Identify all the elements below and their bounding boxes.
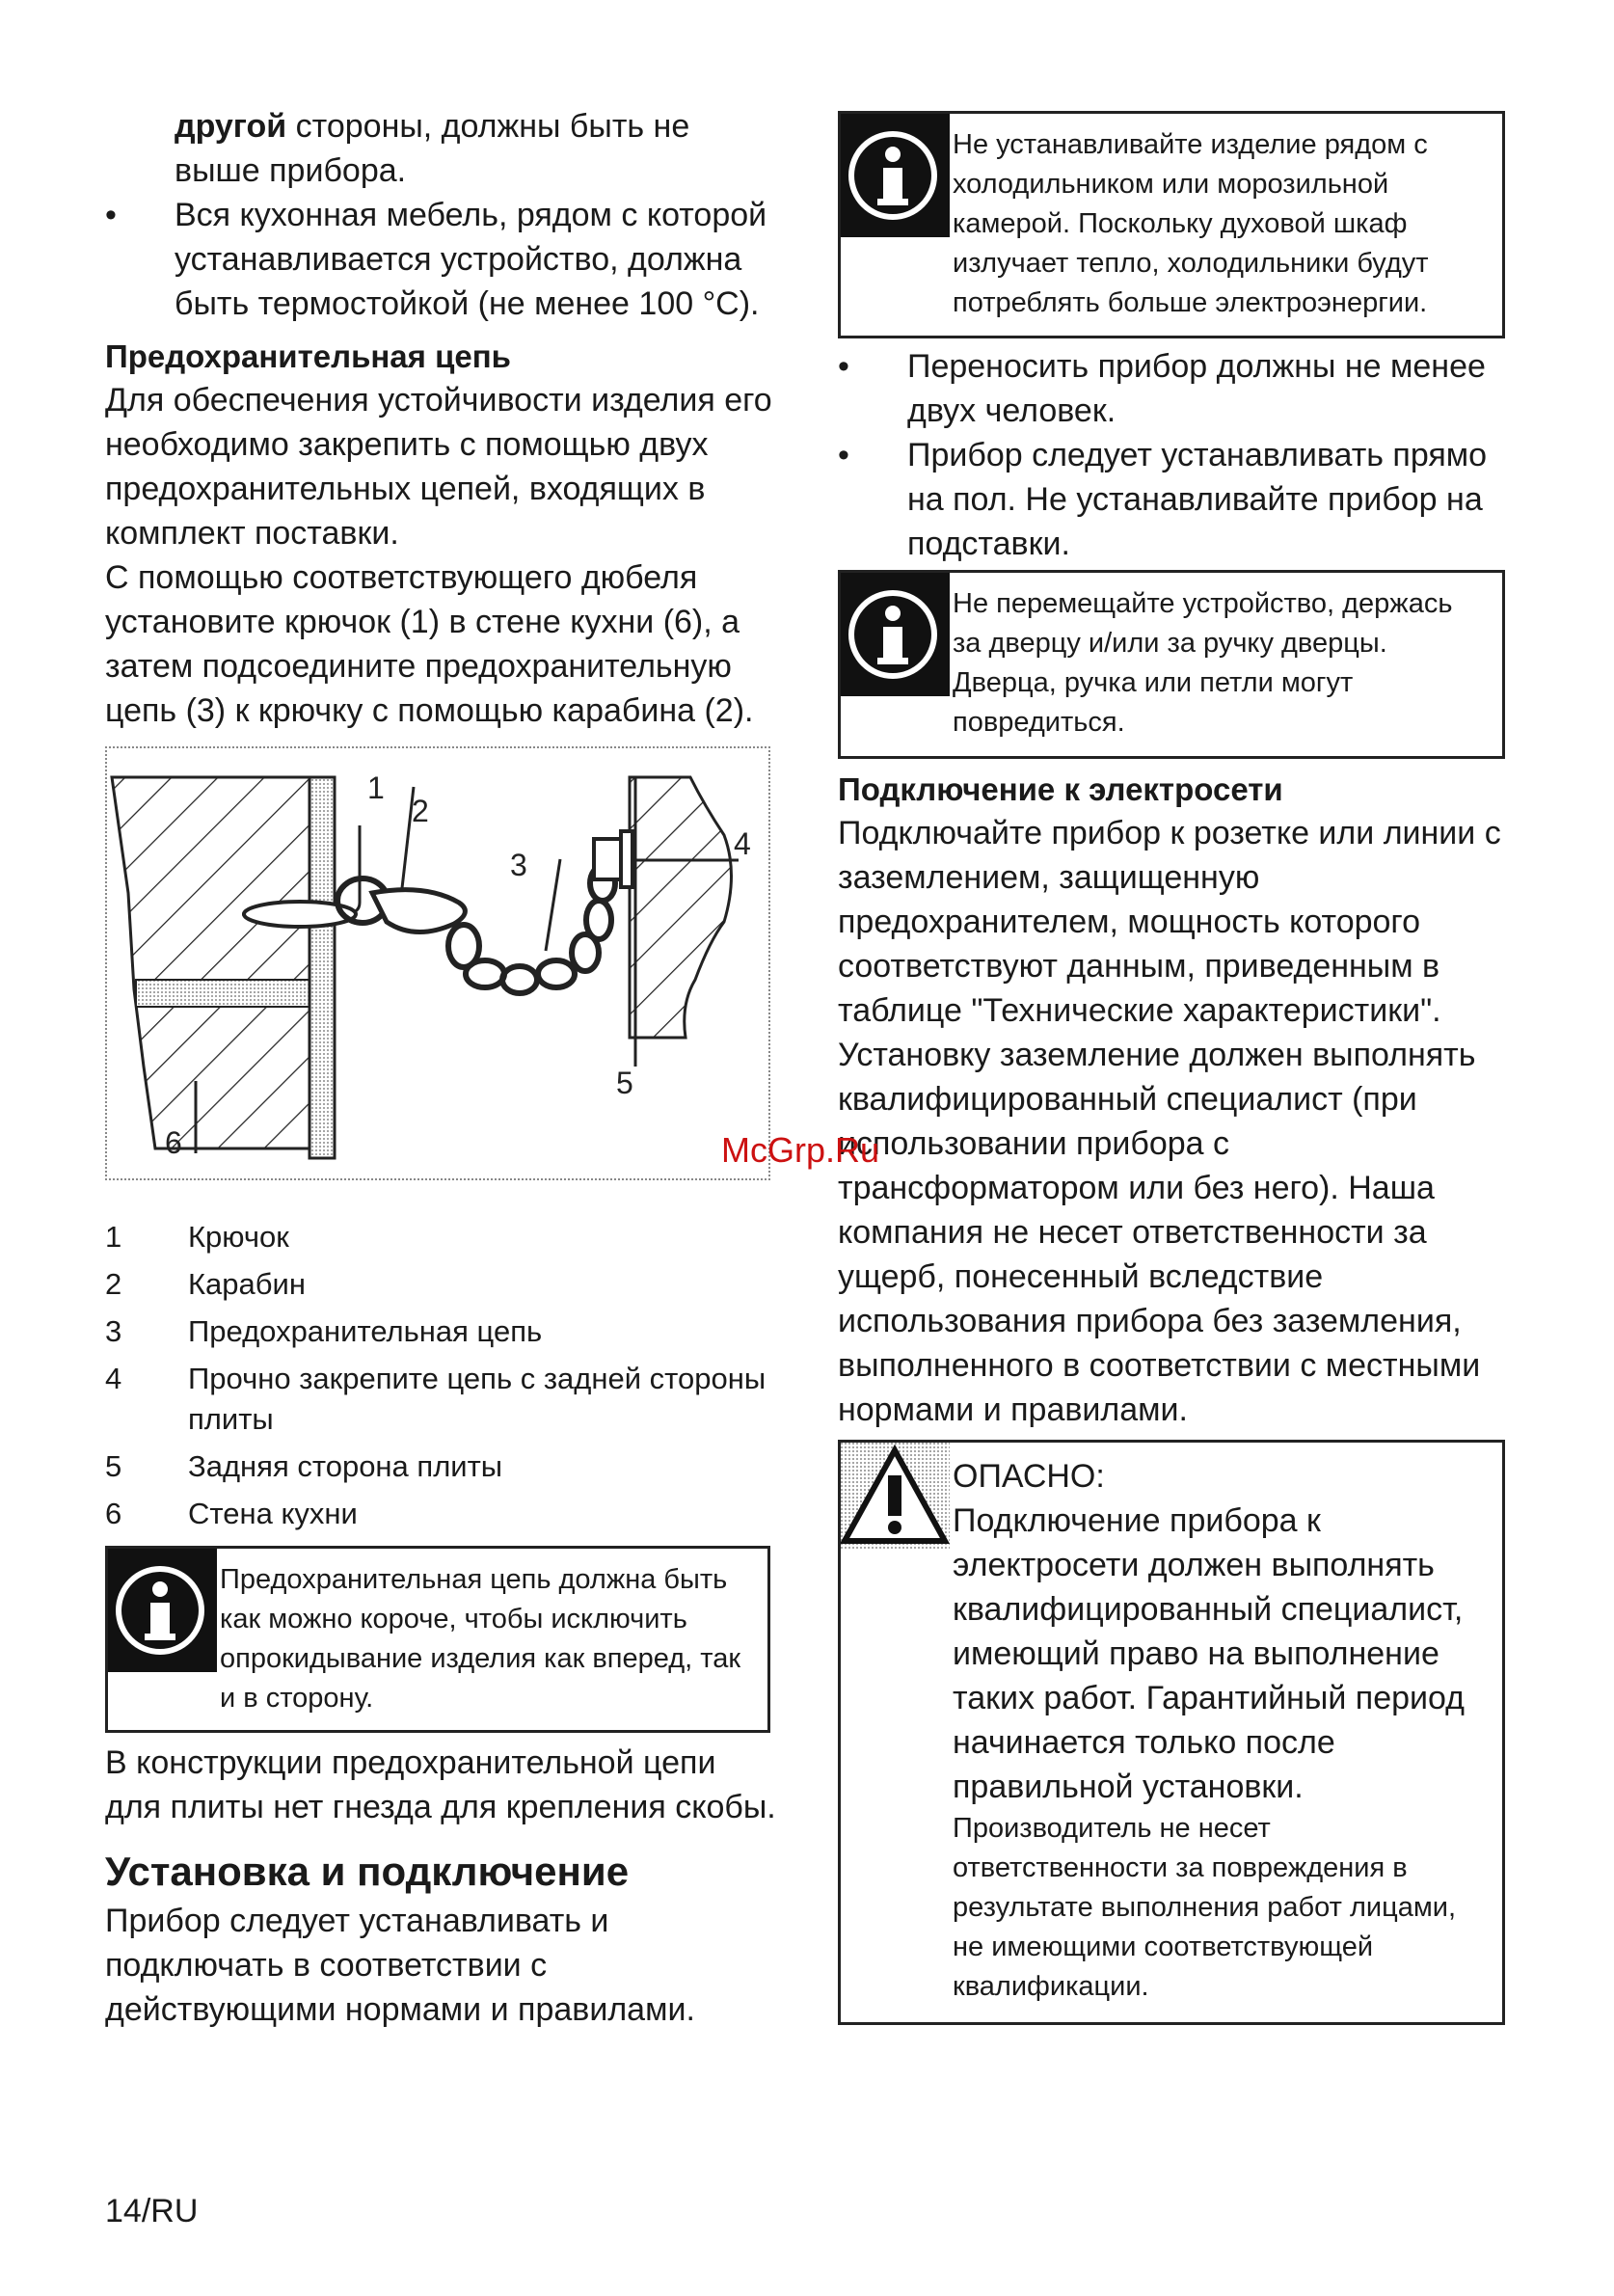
info-icon	[108, 1549, 217, 1672]
cooker-back-shape	[630, 777, 732, 1038]
heading-installation: Установка и подключение	[105, 1849, 630, 1894]
figure-label-5: 5	[616, 1066, 633, 1100]
danger-text: Подключение прибора к электросети должен выполнять квалифицированный специалист, имеющий право на выполнение таких работ. Гарантийный период начинается только после правильной установки.	[953, 1502, 1466, 1805]
intro-rest: стороны, должны быть не выше прибора.	[175, 108, 690, 189]
chain-shape	[448, 866, 615, 993]
para-power-connection: Подключайте прибор к розетке или линии с заземлением, защищенную предохранителем, мощность которого соответствуют данным, приведенным в таблице "Технические характеристики". Установку заземление должен выполнять квалифицированный специалист (при использовании прибора с трансформатором или без него). Наша компания не несет ответственности за ущерб, понесенный вследствие использования прибора без заземления, выполненного в соответствии с местными нормами и правилами.	[838, 815, 1501, 1428]
left-column	[105, 104, 780, 2032]
bolt-plate-shape	[621, 831, 632, 887]
legend-item: 4 Прочно закрепите цепь с задней стороны плиты	[105, 1362, 767, 1436]
danger-title: ОПАСНО:	[953, 1458, 1105, 1495]
para-installation: Прибор следует устанавливать и подключать в соответствии с действующими нормами и правилами.	[105, 1903, 695, 2028]
safety-chain-figure	[105, 746, 770, 1180]
info-icon	[841, 573, 950, 696]
bullet-two-people: • Переносить прибор должны не менее двух человек.	[838, 348, 1486, 429]
right-column	[838, 111, 1505, 2025]
note-door: Не перемещайте устройство, держась за дверцу и/или за ручку дверцы. Дверца, ручка или петли могут повредиться.	[838, 570, 1505, 759]
para-chain-1: Для обеспечения устойчивости изделия его необходимо закрепить с помощью двух предохранительных цепей, входящих в комплект поставки.	[105, 382, 772, 552]
carabiner-shape	[372, 890, 465, 932]
bolt-head-shape	[594, 839, 621, 879]
danger-box	[838, 1440, 1505, 2025]
note-chain-length: Предохранительная цепь должна быть как можно короче, чтобы исключить опрокидывание изделия как вперед, так и в сторону.	[105, 1546, 770, 1733]
heading-safety-chain: Предохранительная цепь	[105, 338, 511, 374]
chain-leader-line	[546, 859, 560, 951]
bullet-furniture: • Вся кухонная мебель, рядом с которой устанавливается устройство, должна быть термостойкой (не менее 100 °C).	[105, 197, 767, 322]
legend-item: 6 Стена кухни	[105, 1497, 358, 1530]
heading-power-connection: Подключение к электросети	[838, 771, 1283, 807]
wall-plaster-shape	[309, 777, 335, 1158]
para-chain-2: С помощью соответствующего дюбеля установите крючок (1) в стене кухни (6), а затем подсоедините предохранительную цепь (3) к крючку с помощью карабина (2).	[105, 559, 754, 729]
legend-item: 3 Предохранительная цепь	[105, 1314, 543, 1348]
note-fridge: Не устанавливайте изделие рядом с холодильником или морозильной камерой. Поскольку духовой шкаф излучает тепло, холодильники будут потреблять больше электроэнергии.	[838, 111, 1505, 338]
figure-legend	[105, 1217, 780, 1534]
figure-label-6: 6	[165, 1125, 182, 1160]
legend-item: 5 Задняя сторона плиты	[105, 1449, 503, 1483]
figure-label-4: 4	[734, 826, 751, 861]
legend-item: 1 Крючок	[105, 1220, 289, 1254]
info-icon	[841, 114, 950, 237]
figure-label-2: 2	[412, 794, 429, 828]
intro-paragraph	[105, 104, 780, 193]
figure-label-1: 1	[367, 770, 385, 805]
bullet-floor: • Прибор следует устанавливать прямо на пол. Не устанавливайте прибор на подставки.	[838, 437, 1488, 562]
danger-small-text: Производитель не несет ответственности за повреждения в результате выполнения работ лицами, не имеющими соответствующей квалификации.	[953, 1813, 1457, 2002]
para-bracket: В конструкции предохранительной цепи для плиты нет гнезда для крепления скобы.	[105, 1744, 776, 1825]
page-number: 14/RU	[105, 2193, 199, 2229]
intro-bold: другой	[175, 108, 287, 145]
warning-triangle-icon	[841, 1443, 950, 1549]
dowel-shape	[136, 980, 309, 1007]
kitchen-wall-shape	[112, 777, 309, 1148]
safety-chain-diagram	[107, 748, 768, 1178]
watermark: McGrp.Ru	[721, 1130, 880, 1170]
figure-label-3: 3	[510, 848, 527, 882]
legend-item: 2 Карабин	[105, 1267, 306, 1301]
